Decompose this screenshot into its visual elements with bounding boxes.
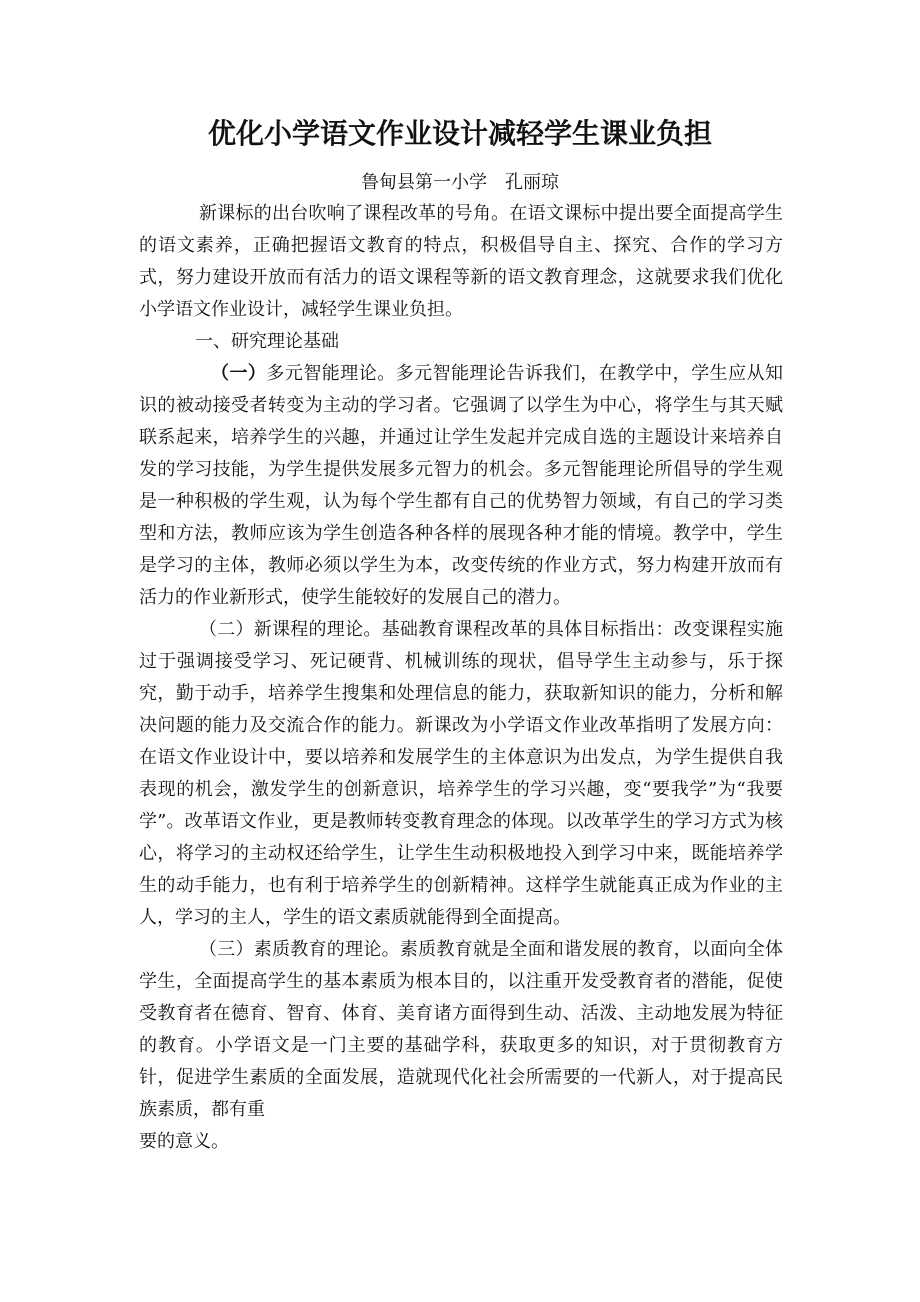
theory-paragraph-3: （三）素质教育的理论。素质教育就是全面和谐发展的教育，以面向全体学生，全面提高学生的基本素质为根本目的，以注重开发受教育者的潜能，促使受教育者在德育、智育、体育、美育诸方面得到生动、活泼、主动地发展为特征的教育。小学语文是一门主要的基础学科，获取更多的知识，对于贯彻教育方针，促进学生素质的全面发展，造就现代化社会所需要的一代新人，对于提高民族素质，都有重 xyxy=(139,939,783,1120)
theory-paragraph-3-tail: 要的意义。 xyxy=(139,1131,229,1152)
intro-paragraph: 新课标的出台吹响了课程改革的号角。在语文课标中提出要全面提高学生的语文素养，正确把握语文教育的特点，积极倡导自主、探究、合作的学习方式，努力建设开放而有活力的语文课程等新的语文教育理念，这就要求我们优化小学语文作业设计，减轻学生课业负担。 xyxy=(139,203,783,320)
theory-1-body: 多元智能理论。多元智能理论告诉我们，在教学中，学生应从知识的被动接受者转变为主动的学习者。它强调了以学生为中心，将学生与其天赋联系起来，培养学生的兴趣，并通过让学生发起并完成自选的主题设计来培养自发的学习技能，为学生提供发展多元智力的机会。多元智能理论所倡导的学生观是一种积极的学生观，认为每个学生都有自己的优势智力领域，有自己的学习类型和方法，教师应该为学生创造各种各样的展现各种才能的情境。教学中，学生是学习的主体，教师必须以学生为本，改变传统的作业方式，努力构建开放而有活力的作业新形式，使学生能较好的发展自己的潜力。 xyxy=(139,363,784,608)
theory-paragraph-1 xyxy=(139,358,783,614)
document-title: 优化小学语文作业设计减轻学生课业负担 xyxy=(207,117,712,150)
theory-paragraph-2: （二）新课程的理论。基础教育课程改革的具体目标指出：改变课程实施过于强调接受学习、死记硬背、机械训练的现状，倡导学生主动参与，乐于探究，勤于动手，培养学生搜集和处理信息的能力，获取新知识的能力，分析和解决问题的能力及交流合作的能力。新课改为小学语文作业改革指明了发展方向：在语文作业设计中，要以培养和发展学生的主体意识为出发点，为学生提供自我表现的机会，激发学生的创新意识，培养学生的学习兴趣，变“要我学”为“我要学”。改革语文作业，更是教师转变教育理念的体现。以改革学生的学习方式为核心，将学习的主动权还给学生，让学生生动积极地投入到学习中来，既能培养学生的动手能力，也有利于培养学生的创新精神。这样学生就能真正成为作业的主人，学习的主人，学生的语文素质就能得到全面提高。 xyxy=(139,619,783,928)
section-heading: 一、研究理论基础 xyxy=(195,331,339,352)
theory-1-lead: （一） xyxy=(211,363,267,384)
document-body xyxy=(139,198,783,1158)
author-line: 鲁甸县第一小学 孔丽琼 xyxy=(361,172,559,193)
